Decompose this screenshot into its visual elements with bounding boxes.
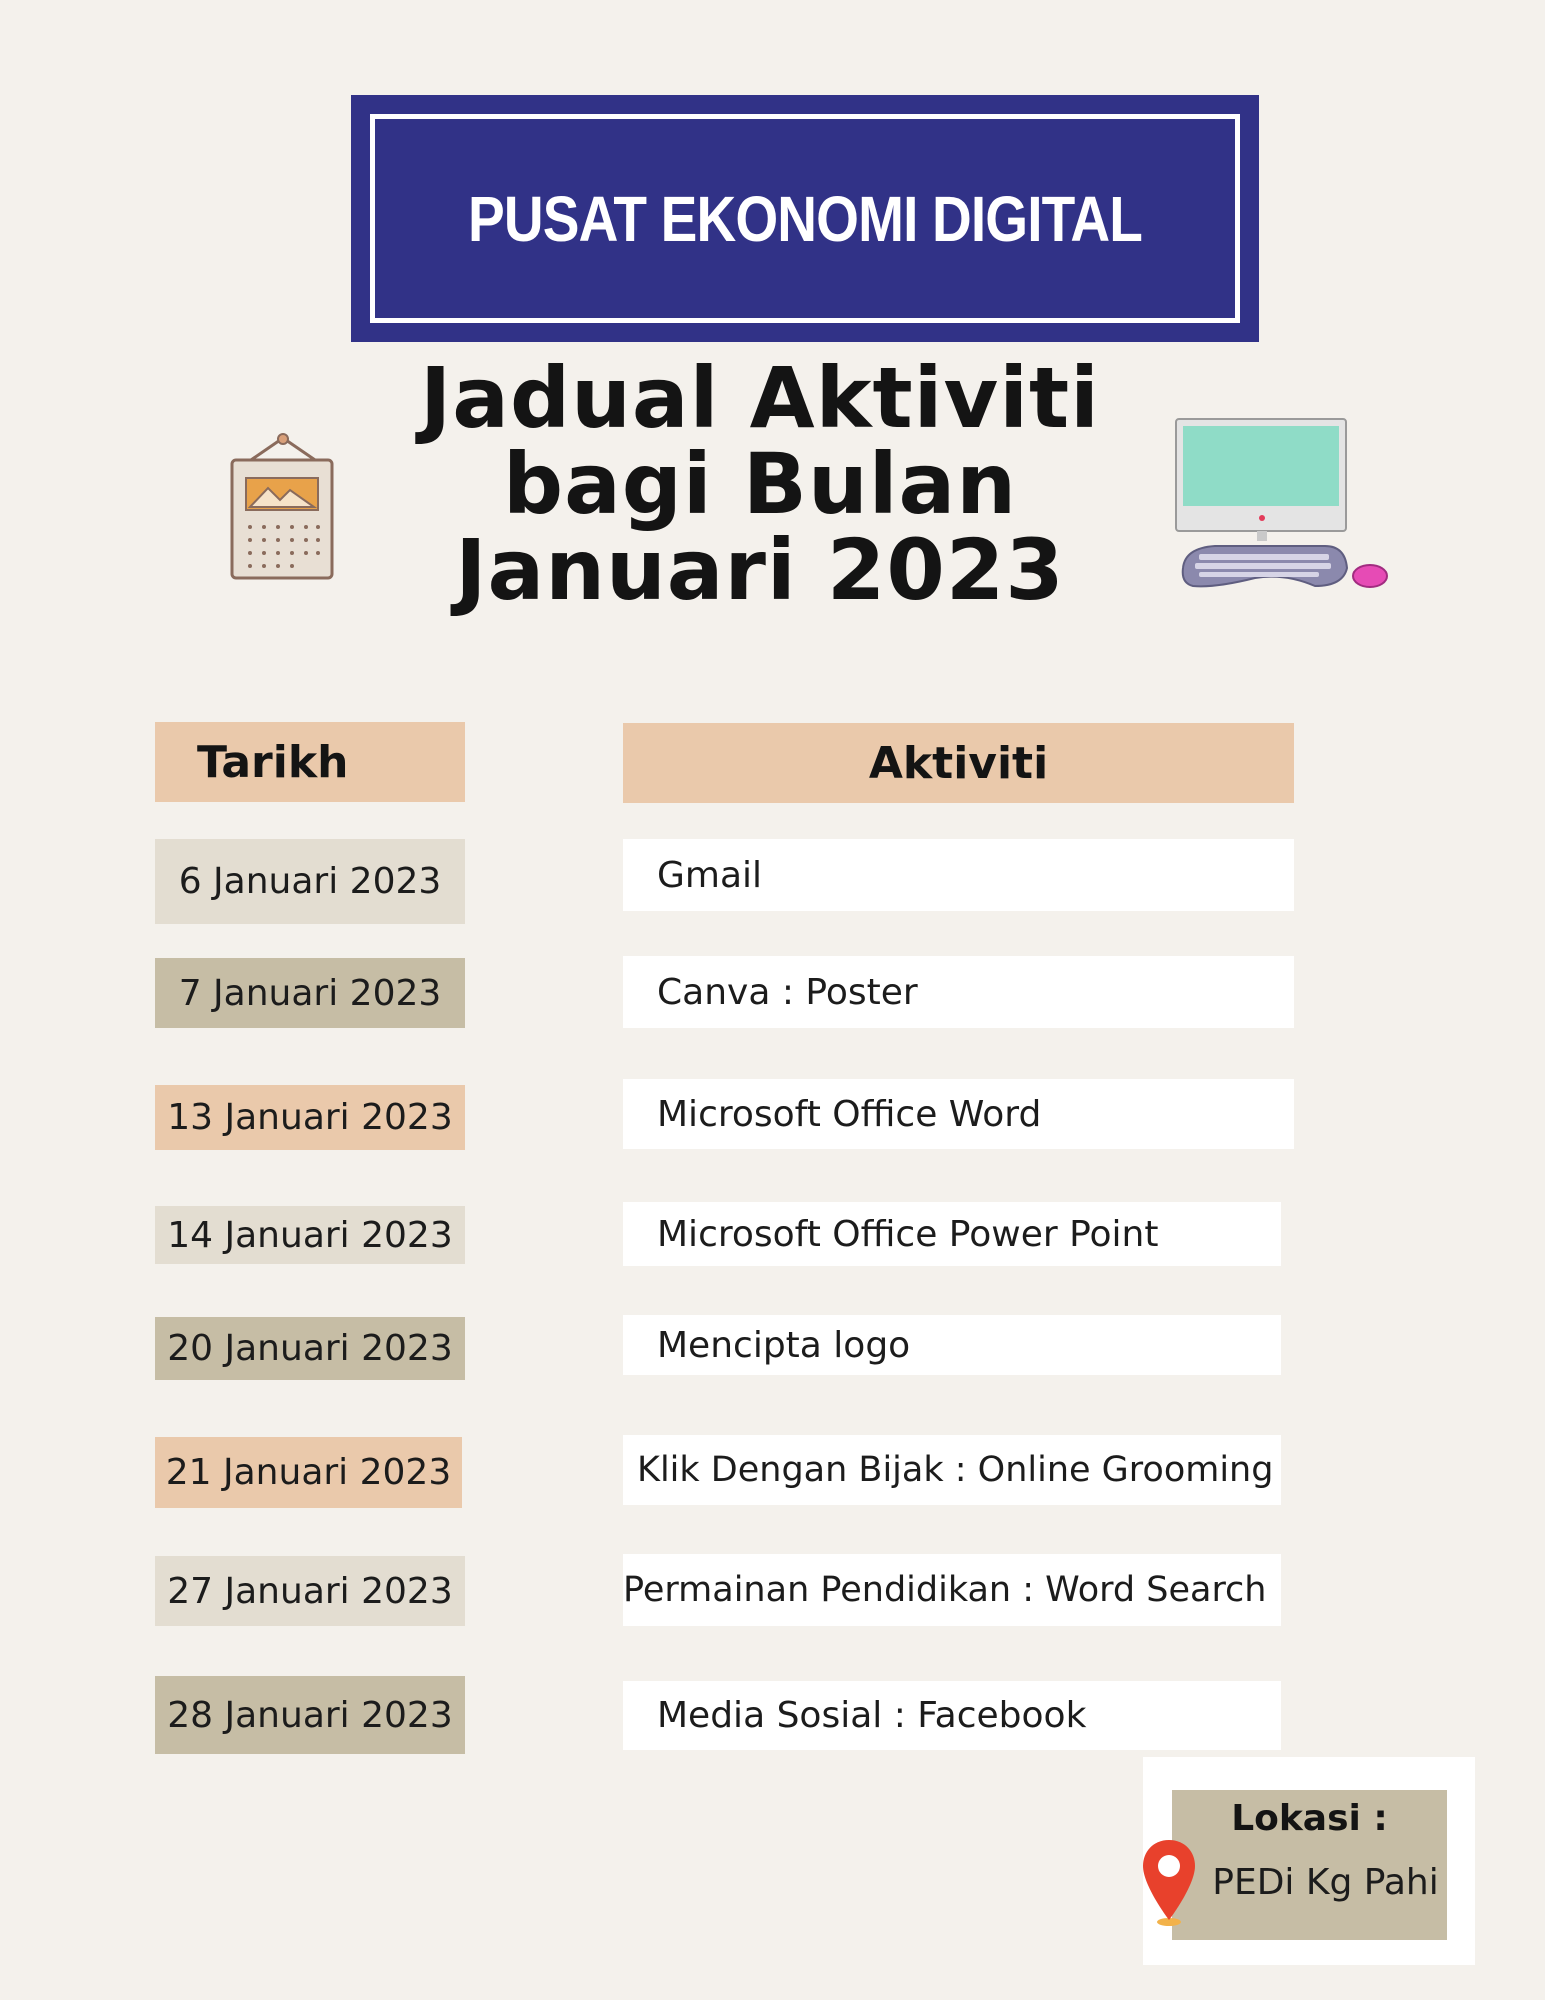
banner-title: PUSAT EKONOMI DIGITAL — [468, 182, 1142, 255]
page-heading — [380, 349, 1140, 619]
computer-icon — [1175, 418, 1390, 598]
table-row-activity: Gmail — [623, 839, 1294, 911]
column-header-activity: Aktiviti — [623, 723, 1294, 803]
table-row-date: 7 Januari 2023 — [155, 958, 465, 1028]
heading-line-2: bagi Bulan — [502, 435, 1018, 533]
table-row-activity: Mencipta logo — [623, 1315, 1281, 1375]
table-row-date: 6 Januari 2023 — [155, 839, 465, 924]
table-row-date: 20 Januari 2023 — [155, 1317, 465, 1380]
table-row-date: 14 Januari 2023 — [155, 1206, 465, 1264]
calendar-icon — [228, 432, 338, 582]
location-value: PEDi Kg Pahi — [1212, 1862, 1439, 1903]
table-row-date: 13 Januari 2023 — [155, 1085, 465, 1150]
banner-frame — [370, 114, 1240, 323]
table-row-date: 28 Januari 2023 — [155, 1676, 465, 1754]
table-row-activity: Canva : Poster — [623, 956, 1294, 1028]
heading-line-3: Januari 2023 — [455, 521, 1065, 619]
location-pin-icon — [1140, 1838, 1198, 1928]
table-row-activity: Media Sosial : Facebook — [623, 1681, 1281, 1750]
table-row-activity: Microsoft Office Word — [623, 1079, 1294, 1149]
table-row-date: 21 Januari 2023 — [155, 1437, 462, 1508]
table-row-activity: Microsoft Office Power Point — [623, 1202, 1281, 1266]
table-row-activity: Klik Dengan Bijak : Online Grooming — [623, 1435, 1281, 1505]
location-card — [1172, 1790, 1447, 1940]
header-banner — [351, 95, 1259, 342]
table-row-date: 27 Januari 2023 — [155, 1556, 465, 1626]
column-header-date: Tarikh — [155, 722, 465, 802]
heading-line-1: Jadual Aktiviti — [420, 349, 1100, 447]
table-row-activity: Permainan Pendidikan : Word Search — [623, 1554, 1281, 1626]
location-label: Lokasi : — [1231, 1798, 1388, 1839]
